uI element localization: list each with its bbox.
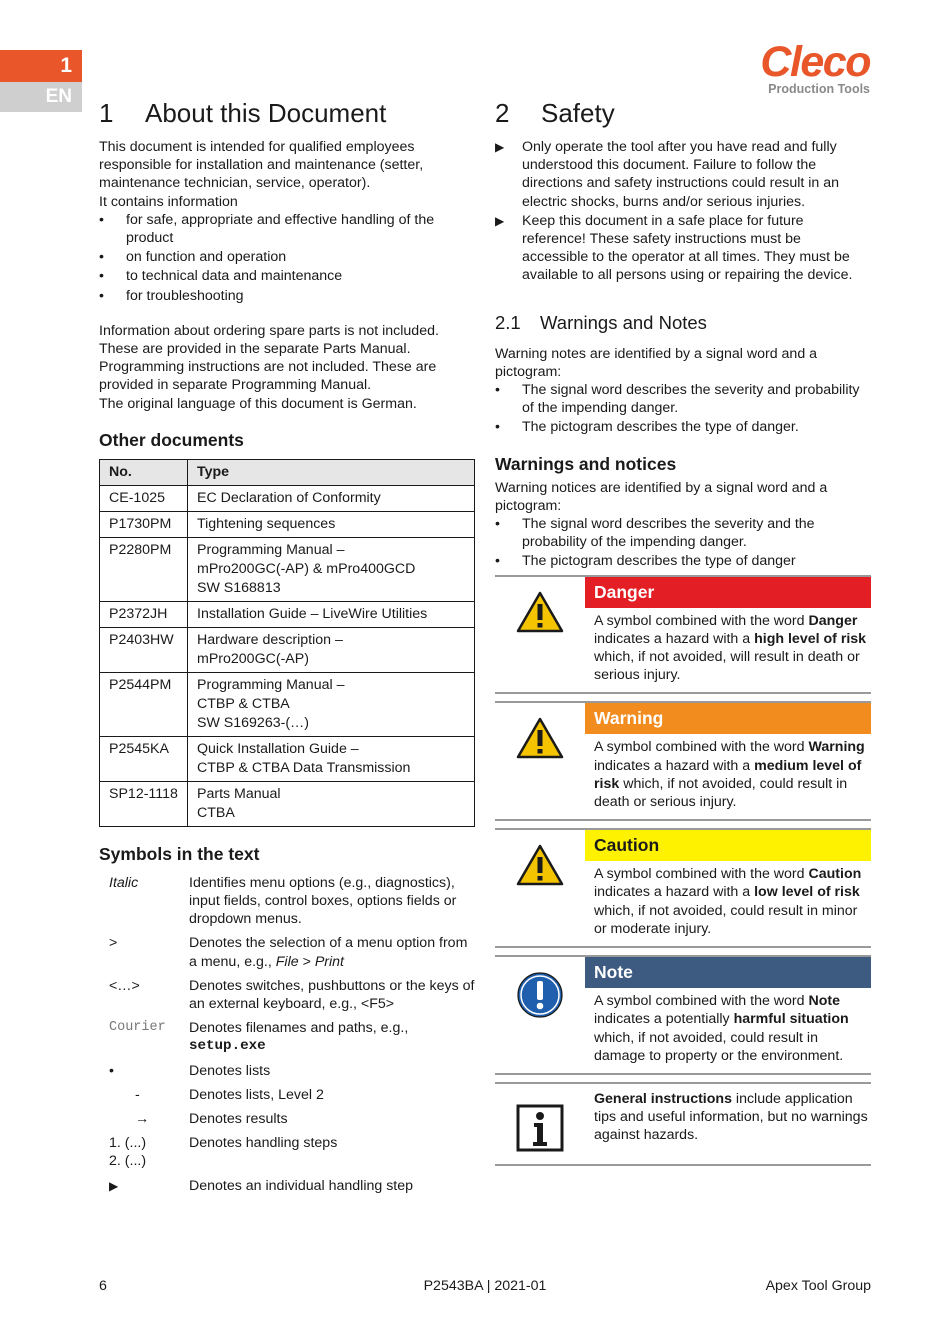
other-documents-table (99, 459, 475, 827)
table-row: P2545KA Quick Installation Guide – CTBP & CTBA Data Transmission (100, 736, 475, 781)
table-row: CE-1025 EC Declaration of Conformity (100, 485, 475, 511)
warning-bullets (495, 381, 871, 437)
left-column (99, 96, 475, 1201)
table-header-row (100, 459, 475, 485)
symbol-row-courier: Courier Denotes filenames and paths, e.g., setup.exe (109, 1020, 409, 1055)
handling-step: ▶ Only operate the tool after you have read and fully understood this document. Failure to follow the directions and safety instructions could result in an electric shocks, burns and/or serious injuries. (495, 139, 840, 210)
safety-steps (495, 138, 871, 285)
subsection-number: 2.1 (495, 311, 521, 333)
info-bullet-list (99, 211, 475, 305)
brand-logo (760, 40, 870, 96)
table-row: P2544PM Programming Manual – CTBP & CTBA SW S169263-(…) (100, 672, 475, 736)
list-item: • The signal word describes the severity and the probability of the impending danger. (495, 516, 815, 551)
chapter-number: 1 (0, 50, 82, 82)
intro-paragraph: This document is intended for qualified employees responsible for installation and maintenance (setter, maintenance technician, service, operator). (99, 139, 424, 192)
symbol-row-italic: Italic Identifies menu options (e.g., diagnostics), input fields, control boxes, options fields or dropdown menus. (109, 874, 457, 928)
subsection-title: Warnings and Notes (540, 311, 707, 333)
section-number: 2 (495, 98, 510, 128)
caution-block (495, 830, 871, 948)
caution-description: A symbol combined with the word Caution indicates a hazard with a low level of risk which, if not avoided, could result in minor or moderate injury. (594, 866, 862, 937)
language-code: EN (0, 82, 82, 112)
symbol-row-single-step: ▶ Denotes an individual handling step (109, 1177, 414, 1194)
company-name: Apex Tool Group (765, 1278, 871, 1294)
table-row: P2280PM Programming Manual – mPro200GC(-AP) & mPro400GCD SW S168813 (100, 537, 475, 601)
chapter-tab (0, 50, 82, 112)
symbols-list (99, 874, 475, 1195)
column-header-type: Type (188, 459, 475, 485)
warning-intro: Warning notes are identified by a signal word and a pictogram: (495, 345, 818, 380)
section-heading-safety (495, 96, 871, 130)
notices-intro: Warning notices are identified by a signal word and a pictogram: (495, 479, 828, 514)
danger-description: A symbol combined with the word Danger indicates a hazard with a high level of risk which, if not avoided, will result in death or serious injury. (594, 612, 867, 684)
note-signal-word: Note (585, 957, 871, 988)
logo-subtitle: Production Tools (768, 82, 870, 96)
danger-signal-word: Danger (585, 577, 871, 608)
info-icon (516, 1104, 564, 1152)
notices-heading: Warnings and notices (495, 453, 677, 474)
subsection-heading (495, 311, 871, 335)
warning-signal-word: Warning (585, 703, 871, 734)
list-item: • The pictogram describes the type of danger. (495, 419, 799, 436)
other-documents-heading: Other documents (99, 429, 244, 450)
notices-bullets (495, 515, 871, 571)
document-id: P2543BA | 2021-01 (423, 1278, 547, 1294)
right-column (495, 96, 871, 1166)
general-instructions-text: General instructions include application tips and useful information, but no warnings against hazards. (594, 1090, 868, 1144)
page-number: 6 (99, 1278, 107, 1294)
section-number: 1 (99, 98, 114, 128)
language-note: The original language of this document is German. (99, 395, 417, 412)
section-title: About this Document (145, 98, 387, 128)
exclamation-circle-icon (516, 971, 564, 1019)
table-row: P2403HW Hardware description – mPro200GC(-AP) (100, 627, 475, 672)
symbol-row-steps: 1. (...) 2. (...) Denotes handling steps (109, 1135, 338, 1170)
symbol-row-lists-level2: - Denotes lists, Level 2 (135, 1086, 324, 1103)
warning-block (495, 703, 871, 821)
list-item: • for troubleshooting (99, 287, 244, 304)
column-header-no: No. (100, 459, 188, 485)
handling-step: ▶ Keep this document in a safe place for future reference! These safety instructions must be accessible to the operator at all times. They must be available to all persons using or repairing the device. (495, 212, 853, 284)
list-item: • The signal word describes the severity and probability of the impending danger. (495, 382, 860, 417)
note-description: A symbol combined with the word Note indicates a potentially harmful situation which, if not avoided, could result in damage to property or the environment. (594, 993, 849, 1064)
symbol-row-results: → Denotes results (135, 1111, 288, 1128)
logo-word: Cleco (760, 38, 870, 86)
general-instructions-block (495, 1084, 871, 1166)
symbol-row-lists: • Denotes lists (109, 1062, 271, 1079)
contains-line: It contains information (99, 193, 238, 210)
list-item: • on function and operation (99, 249, 287, 266)
warning-description: A symbol combined with the word Warning indicates a hazard with a medium level of risk which, if not avoided, could result in death or serious injury. (594, 739, 865, 811)
caution-signal-word: Caution (585, 830, 871, 861)
list-item: • The pictogram describes the type of danger (495, 553, 796, 570)
warning-triangle-icon (516, 844, 564, 886)
table-row: SP12-1118 Parts Manual CTBA (100, 781, 475, 826)
table-row: P2372JH Installation Guide – LiveWire Utilities (100, 601, 475, 627)
list-item: • for safe, appropriate and effective handling of the product (99, 211, 435, 247)
symbols-heading: Symbols in the text (99, 843, 260, 864)
table-row: P1730PM Tightening sequences (100, 511, 475, 537)
symbol-row-menu: > Denotes the selection of a menu option from a menu, e.g., File > Print (109, 935, 468, 970)
section-title: Safety (541, 98, 615, 128)
warning-triangle-icon (516, 591, 564, 633)
warning-triangle-icon (516, 717, 564, 759)
symbol-row-keys: <…> Denotes switches, pushbuttons or the keys of an external keyboard, e.g., <F5> (109, 977, 475, 1013)
spare-parts-note: Information about ordering spare parts is not included. These are provided in the separate Parts Manual. (99, 322, 439, 358)
list-item: • to technical data and maintenance (99, 268, 343, 285)
danger-block (495, 577, 871, 695)
note-block (495, 957, 871, 1075)
programming-note: Programming instructions are not included. These are provided in separate Programming Manual. (99, 359, 437, 394)
section-heading-about (99, 96, 475, 130)
